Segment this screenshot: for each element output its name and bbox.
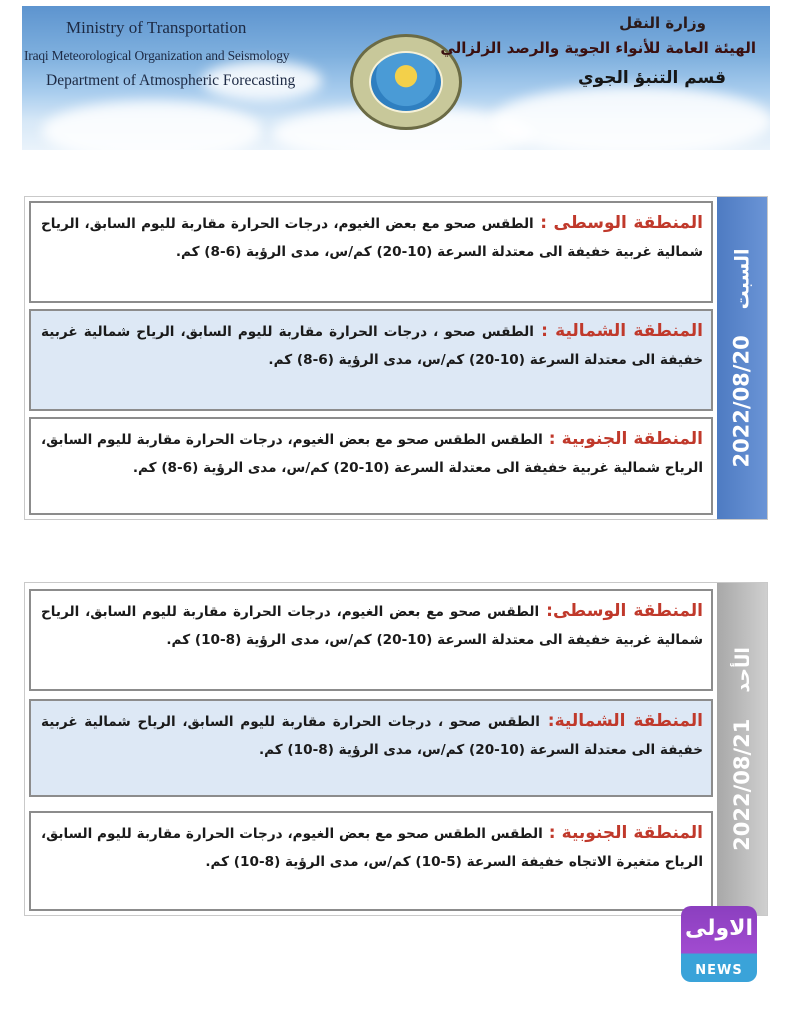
region-name: المنطقة الوسطى — [552, 601, 704, 621]
ministry-name-en: Ministry of Transportation — [66, 18, 247, 37]
organization-name-en: Iraqi Meteorological Organization and Seismology — [24, 48, 290, 63]
department-name-ar: قسم التنبؤ الجوي — [578, 68, 726, 88]
region-forecast-central — [29, 589, 713, 691]
region-separator: : — [542, 429, 562, 449]
forecast-day-saturday — [24, 196, 768, 520]
region-forecast-text: الطقس صحو ، درجات الحرارة مقاربة لليوم السابق، الرياح شمالية غربية خفيفة الى معتدلة السرعة (10-20) كم/س، مدى الرؤية (8-10) كم. — [41, 714, 703, 758]
region-forecast-south — [29, 811, 713, 911]
region-forecast-text: الطقس الطقس صحو مع بعض الغيوم، درجات الحرارة مقاربة لليوم السابق، الرياح شمالية غربية خفيفة الى معتدلة السرعة (10-20) كم/س، مدى الرؤية (6-8) كم. — [41, 432, 703, 476]
region-name: المنطقة الوسطى — [553, 213, 704, 233]
region-forecast-text: الطقس الطقس صحو مع بعض الغيوم، درجات الحرارة مقاربة لليوم السابق، الرياح متغيرة الاتجاه خفيفة السرعة (5-10) كم/س، مدى الرؤية (8-10) كم. — [41, 826, 703, 870]
forecast-weekday: الأحد — [732, 647, 754, 693]
news-logo-badge — [681, 906, 757, 982]
region-forecast-central — [29, 201, 713, 303]
forecast-day-sunday — [24, 582, 768, 916]
forecast-weekday: السبت — [732, 248, 754, 310]
region-separator: : — [542, 823, 562, 843]
cloud-decoration — [492, 86, 770, 150]
ministry-name-ar: وزارة النقل — [619, 14, 706, 32]
date-band — [717, 583, 767, 915]
region-forecast-north — [29, 309, 713, 411]
date-band — [717, 197, 767, 519]
region-separator: : — [533, 213, 554, 233]
region-separator: : — [539, 711, 555, 731]
department-name-en: Department of Atmospheric Forecasting — [46, 72, 296, 89]
region-name: المنطقة الجنوبية — [561, 823, 704, 843]
news-label: NEWS — [695, 963, 743, 978]
region-forecast-text: الطقس صحو مع بعض الغيوم، درجات الحرارة مقاربة لليوم السابق، الرياح شمالية غربية خفيفة الى معتدلة السرعة (10-20) كم/س، مدى الرؤية (6-8) كم. — [41, 216, 703, 260]
cloud-decoration — [42, 101, 262, 150]
header-banner — [22, 6, 770, 150]
region-forecast-south — [29, 417, 713, 515]
date-label — [730, 248, 754, 467]
region-separator: : — [539, 601, 553, 621]
news-logo-text: الاولى — [684, 916, 754, 941]
logo-emblem — [369, 51, 443, 113]
region-name: المنطقة الشمالية — [555, 321, 703, 341]
date-label — [730, 647, 754, 851]
region-name: المنطقة الشمالية — [554, 711, 704, 731]
region-forecast-text: الطقس صحو ، درجات الحرارة مقاربة لليوم السابق، الرياح شمالية غربية خفيفة الى معتدلة السرعة (10-20) كم/س، مدى الرؤية (6-8) كم. — [41, 324, 703, 368]
forecast-date: 2022/08/20 — [730, 335, 754, 468]
region-forecast-north — [29, 699, 713, 797]
organization-name-ar: الهيئة العامة للأنواء الجوية والرصد الزلزالي — [440, 39, 756, 57]
forecast-date: 2022/08/21 — [730, 718, 754, 851]
region-separator: : — [533, 321, 556, 341]
region-name: المنطقة الجنوبية — [561, 429, 704, 449]
region-forecast-text: الطقس صحو مع بعض الغيوم، درجات الحرارة مقاربة لليوم السابق، الرياح شمالية غربية خفيفة الى معتدلة السرعة (10-20) كم/س، مدى الرؤية (8-10) كم. — [41, 604, 703, 648]
